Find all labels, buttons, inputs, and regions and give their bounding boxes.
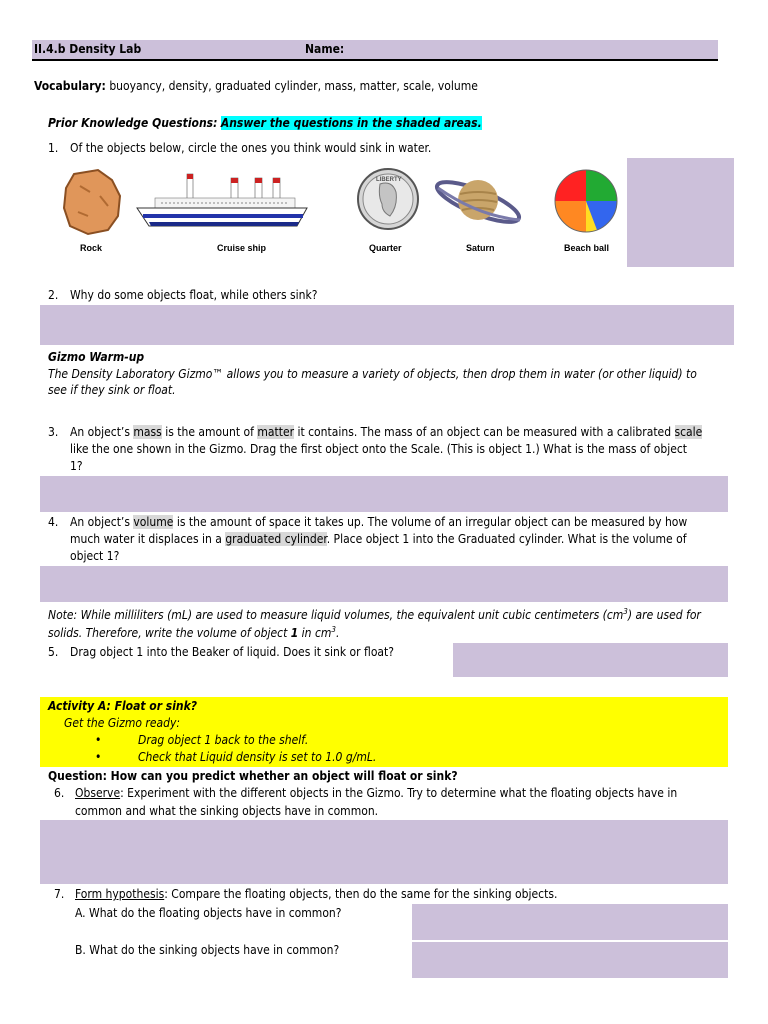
q2-text: Why do some objects float, while others sink? bbox=[70, 288, 318, 302]
q6-label: Observe bbox=[75, 786, 121, 800]
q3-line-1 bbox=[70, 423, 702, 441]
term-matter: matter bbox=[257, 425, 295, 439]
q5-text: Drag object 1 into the Beaker of liquid. Does it sink or float? bbox=[70, 645, 394, 659]
q4-text-2a: much water it displaces in a bbox=[70, 532, 226, 546]
q6-line-1 bbox=[75, 784, 677, 802]
q4-number: 4. bbox=[48, 515, 59, 529]
quarter-image bbox=[356, 166, 420, 232]
q6-answer-box[interactable] bbox=[40, 820, 728, 884]
vocabulary-terms: buoyancy, density, graduated cylinder, mass, matter, scale, volume bbox=[105, 79, 478, 93]
q3-number: 3. bbox=[48, 425, 59, 439]
q7-part-a: A. What do the floating objects have in common? bbox=[75, 906, 342, 920]
q7-text-1: : Compare the floating objects, then do the same for the sinking objects. bbox=[164, 887, 558, 901]
q3-line-2: like the one shown in the Gizmo. Drag the first object onto the Scale. (This is object 1.) What is the mass of object bbox=[70, 442, 688, 456]
q4-text-2b: . Place object 1 into the Graduated cylinder. What is the volume of bbox=[326, 532, 687, 546]
q5-answer-box[interactable] bbox=[453, 643, 728, 677]
q1-answer-box[interactable] bbox=[627, 158, 734, 267]
prior-knowledge-instruction: Answer the questions in the shaded areas. bbox=[220, 116, 482, 130]
coin-text: LIBERTY bbox=[376, 177, 402, 183]
activity-title: Activity A: Float or sink? bbox=[48, 699, 198, 713]
q7b-answer-box[interactable] bbox=[412, 942, 728, 978]
q6-line-2: common and what the sinking objects have in common. bbox=[75, 804, 379, 818]
q3-text-b: is the amount of bbox=[161, 425, 258, 439]
q2-number: 2. bbox=[48, 288, 59, 302]
q7a-answer-box[interactable] bbox=[412, 904, 728, 940]
q2-answer-box[interactable] bbox=[40, 305, 734, 345]
activity-ready: Get the Gizmo ready: bbox=[64, 716, 180, 730]
q6-number: 6. bbox=[54, 786, 65, 800]
note-text-1b: ) are used for bbox=[627, 608, 701, 622]
activity-item-1: Drag object 1 back to the shelf. bbox=[138, 733, 309, 747]
header-rule bbox=[32, 59, 718, 61]
note-text-2b: in cm bbox=[298, 626, 332, 640]
activity-question: Question: How can you predict whether an object will float or sink? bbox=[48, 769, 458, 783]
vocabulary-label: Vocabulary: bbox=[34, 79, 106, 93]
beach-ball-label: Beach ball bbox=[564, 243, 610, 253]
q3-line-3: 1? bbox=[70, 459, 83, 473]
prior-knowledge-line bbox=[48, 114, 482, 132]
q4-line-3: object 1? bbox=[70, 549, 120, 563]
note-text-2c: . bbox=[335, 626, 340, 640]
q3-text-a: An object’s bbox=[70, 425, 134, 439]
activity-bullet-2: • bbox=[95, 750, 102, 764]
q7-label: Form hypothesis bbox=[75, 887, 165, 901]
q5-number: 5. bbox=[48, 645, 59, 659]
cruise-ship-image bbox=[135, 166, 310, 234]
quarter-label: Quarter bbox=[369, 243, 402, 253]
vocabulary-line bbox=[34, 77, 478, 95]
warmup-line-2: see if they sink or float. bbox=[48, 383, 176, 397]
term-mass: mass bbox=[133, 425, 162, 439]
q1-number: 1. bbox=[48, 141, 59, 155]
warmup-line-1: The Density Laboratory Gizmo™ allows you to measure a variety of objects, then drop them in water (or other liquid) to bbox=[48, 367, 697, 381]
term-scale: scale bbox=[674, 425, 703, 439]
note-sup-2: 3 bbox=[331, 625, 336, 634]
warmup-title: Gizmo Warm-up bbox=[48, 350, 145, 364]
q6-text-1: : Experiment with the different objects in the Gizmo. Try to determine what the floating objects have in bbox=[120, 786, 678, 800]
q4-answer-box[interactable] bbox=[40, 566, 728, 602]
q3-answer-box[interactable] bbox=[40, 476, 728, 512]
saturn-image bbox=[432, 166, 524, 234]
q7-number: 7. bbox=[54, 887, 65, 901]
name-field[interactable] bbox=[350, 40, 715, 59]
activity-bullet-1: • bbox=[95, 733, 102, 747]
q3-text-c: it contains. The mass of an object can be measured with a calibrated bbox=[294, 425, 675, 439]
page-title: II.4.b Density Lab bbox=[34, 42, 142, 56]
q1-text: Of the objects below, circle the ones you think would sink in water. bbox=[70, 141, 432, 155]
rock-label: Rock bbox=[80, 243, 103, 253]
q7-line-1 bbox=[75, 885, 557, 903]
q7-part-b: B. What do the sinking objects have in common? bbox=[75, 943, 340, 957]
term-volume: volume bbox=[133, 515, 174, 529]
note-sup-1: 3 bbox=[623, 607, 628, 616]
rock-image bbox=[60, 166, 126, 238]
q4-line-1 bbox=[70, 513, 687, 531]
note-bold-1: 1 bbox=[290, 626, 299, 640]
term-graduated-cylinder: graduated cylinder bbox=[225, 532, 327, 546]
q4-text-b: is the amount of space it takes up. The volume of an irregular object can be measured by how bbox=[173, 515, 688, 529]
q4-line-2 bbox=[70, 530, 687, 548]
q4-text-a: An object’s bbox=[70, 515, 134, 529]
activity-item-2: Check that Liquid density is set to 1.0 g/mL. bbox=[138, 750, 377, 764]
name-label: Name: bbox=[305, 42, 345, 56]
note-text-1a: Note: While milliliters (mL) are used to measure liquid volumes, the equivalent unit cubic centimeters (cm bbox=[48, 608, 624, 622]
cruise-ship-label: Cruise ship bbox=[217, 243, 267, 253]
note-text-2a: solids. Therefore, write the volume of object bbox=[48, 626, 291, 640]
saturn-label: Saturn bbox=[466, 243, 495, 253]
note-line-2 bbox=[48, 621, 339, 642]
prior-knowledge-label: Prior Knowledge Questions: bbox=[48, 116, 218, 130]
beach-ball-image bbox=[553, 168, 619, 234]
